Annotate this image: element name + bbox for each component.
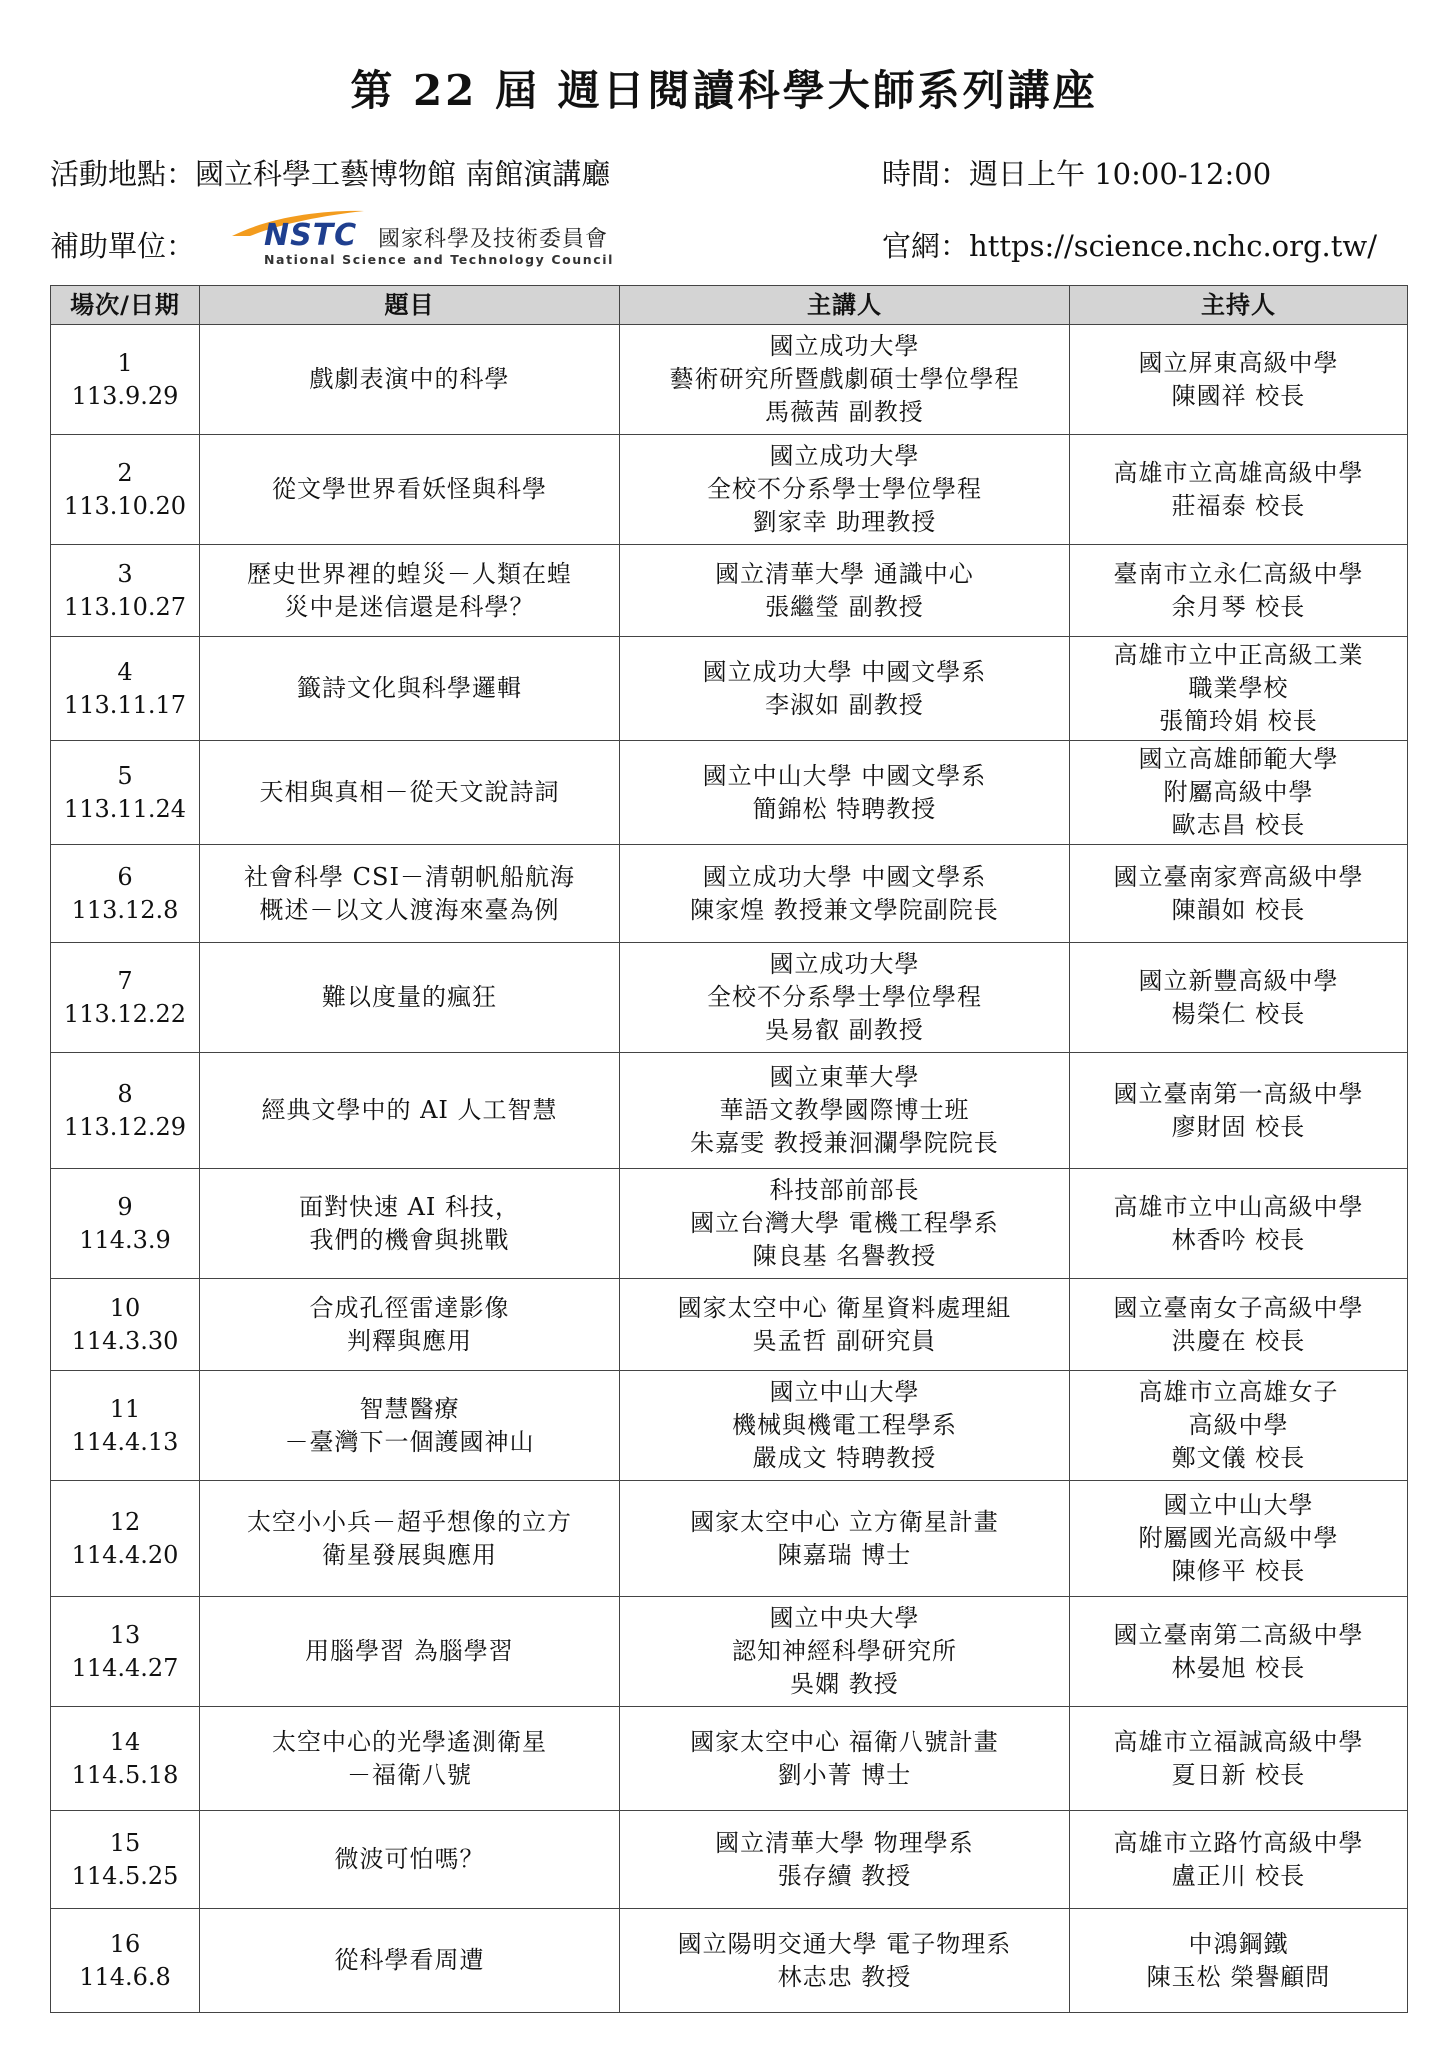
speaker-line: 國立成功大學 <box>769 950 920 978</box>
logo-english-name: National Science and Technology Council <box>264 252 615 267</box>
session-number: 10 <box>109 1293 141 1322</box>
session-cell <box>51 741 200 845</box>
speaker-line: 國家太空中心 福衛八號計畫 <box>690 1727 999 1756</box>
session-date: 113.12.8 <box>71 895 179 924</box>
topic-line: －福衛八號 <box>347 1760 472 1789</box>
speaker-cell <box>620 1481 1070 1597</box>
speaker-line: 國立成功大學 中國文學系 <box>702 657 987 686</box>
host-line: 職業學校 <box>1188 674 1289 702</box>
host-cell <box>1070 325 1408 435</box>
table-row <box>51 1169 1408 1279</box>
speaker-line: 國立中山大學 中國文學系 <box>702 761 987 790</box>
session-number: 13 <box>109 1620 141 1649</box>
host-cell <box>1070 1481 1408 1597</box>
host-line: 高雄市立福誠高級中學 <box>1113 1727 1364 1756</box>
speaker-cell <box>620 1053 1070 1169</box>
topic-cell <box>200 1481 620 1597</box>
speaker-line: 機械與機電工程學系 <box>732 1411 957 1439</box>
host-line: 附屬高級中學 <box>1163 778 1314 806</box>
host-line: 林晏旭 校長 <box>1171 1653 1306 1682</box>
session-date: 113.10.20 <box>63 491 187 520</box>
table-body <box>51 325 1408 2013</box>
session-date: 113.9.29 <box>71 381 179 410</box>
topic-cell <box>200 845 620 943</box>
host-line: 陳修平 校長 <box>1171 1557 1306 1585</box>
host-line: 臺南市立永仁高級中學 <box>1113 559 1364 588</box>
table-row <box>51 741 1408 845</box>
session-cell <box>51 1279 200 1371</box>
session-cell <box>51 637 200 741</box>
host-line: 高雄市立路竹高級中學 <box>1113 1828 1364 1857</box>
speaker-line: 國立台灣大學 電機工程學系 <box>690 1209 999 1237</box>
session-date: 113.12.22 <box>63 999 187 1028</box>
topic-cell <box>200 1909 620 2013</box>
session-number: 16 <box>109 1929 141 1958</box>
table-row <box>51 943 1408 1053</box>
topic-line: 微波可怕嗎？ <box>334 1845 485 1873</box>
session-date: 114.3.30 <box>71 1326 179 1355</box>
speaker-line: 李淑如 副教授 <box>765 690 924 719</box>
speaker-line: 嚴成文 特聘教授 <box>752 1444 937 1472</box>
speaker-line: 簡錦松 特聘教授 <box>752 794 937 823</box>
nstc-logo <box>228 208 638 270</box>
session-cell <box>51 1909 200 2013</box>
topic-line: 難以度量的瘋狂 <box>322 983 497 1011</box>
session-date: 114.6.8 <box>79 1962 171 1991</box>
host-line: 莊福泰 校長 <box>1171 491 1306 520</box>
speaker-cell <box>620 1371 1070 1481</box>
session-date: 114.4.13 <box>71 1427 179 1456</box>
host-cell <box>1070 1707 1408 1811</box>
table-header-row <box>51 286 1408 325</box>
topic-line: 概述－以文人渡海來臺為例 <box>259 895 560 924</box>
sponsor-label: 補助單位： <box>50 229 196 263</box>
session-number: 14 <box>109 1727 141 1756</box>
topic-line: 我們的機會與挑戰 <box>309 1225 510 1254</box>
venue-line <box>50 152 610 193</box>
host-line: 國立臺南第一高級中學 <box>1113 1079 1364 1108</box>
topic-line: 從文學世界看妖怪與科學 <box>272 475 547 503</box>
speaker-cell <box>620 1707 1070 1811</box>
speaker-cell <box>620 1909 1070 2013</box>
topic-line: 戲劇表演中的科學 <box>309 365 510 393</box>
topic-cell <box>200 1053 620 1169</box>
host-line: 陳韻如 校長 <box>1171 895 1306 924</box>
session-number: 6 <box>117 862 133 891</box>
header-topic: 題目 <box>200 286 620 325</box>
topic-line: 面對快速 AI 科技， <box>298 1192 521 1221</box>
session-number: 12 <box>109 1507 141 1536</box>
topic-line: －臺灣下一個護國神山 <box>284 1427 535 1456</box>
speaker-line: 全校不分系學士學位學程 <box>707 983 982 1011</box>
session-number: 2 <box>117 458 133 487</box>
host-cell <box>1070 741 1408 845</box>
speaker-cell <box>620 325 1070 435</box>
table-row <box>51 1279 1408 1371</box>
host-cell <box>1070 845 1408 943</box>
speaker-line: 華語文教學國際博士班 <box>719 1096 970 1124</box>
speaker-line: 朱嘉雯 教授兼洄瀾學院院長 <box>690 1129 999 1157</box>
topic-cell <box>200 1279 620 1371</box>
host-cell <box>1070 1811 1408 1909</box>
time-value: 週日上午 10:00-12:00 <box>969 157 1272 191</box>
host-cell <box>1070 435 1408 545</box>
table-row <box>51 1707 1408 1811</box>
session-cell <box>51 325 200 435</box>
website-label: 官網： <box>882 229 970 263</box>
topic-cell <box>200 325 620 435</box>
host-line: 歐志昌 校長 <box>1171 811 1306 839</box>
session-cell <box>51 1707 200 1811</box>
logo-chinese-name: 國家科學及技術委員會 <box>378 227 609 252</box>
topic-line: 天相與真相－從天文說詩詞 <box>259 778 560 806</box>
time-label: 時間： <box>882 157 970 191</box>
speaker-line: 馬薇茜 副教授 <box>765 398 924 426</box>
table-row <box>51 325 1408 435</box>
host-cell <box>1070 1169 1408 1279</box>
host-cell <box>1070 1053 1408 1169</box>
table-row <box>51 1811 1408 1909</box>
speaker-cell <box>620 1279 1070 1371</box>
speaker-line: 張存續 教授 <box>777 1861 912 1890</box>
session-date: 113.11.17 <box>63 690 187 719</box>
session-number: 11 <box>109 1394 141 1423</box>
host-line: 高雄市立中山高級中學 <box>1113 1192 1364 1221</box>
topic-line: 判釋與應用 <box>347 1326 472 1355</box>
host-line: 附屬國光高級中學 <box>1138 1524 1339 1552</box>
session-date: 113.12.29 <box>63 1112 187 1141</box>
topic-line: 智慧醫療 <box>359 1394 460 1423</box>
host-line: 盧正川 校長 <box>1171 1861 1306 1890</box>
speaker-line: 認知神經科學研究所 <box>732 1637 957 1665</box>
speaker-line: 吳嫻 教授 <box>790 1670 899 1698</box>
session-date: 114.4.27 <box>71 1653 179 1682</box>
host-cell <box>1070 545 1408 637</box>
topic-cell <box>200 435 620 545</box>
topic-line: 衛星發展與應用 <box>322 1540 497 1569</box>
host-cell <box>1070 1279 1408 1371</box>
speaker-cell <box>620 1597 1070 1707</box>
topic-line: 經典文學中的 AI 人工智慧 <box>261 1096 558 1124</box>
speaker-line: 國立成功大學 <box>769 442 920 470</box>
table-row <box>51 435 1408 545</box>
session-date: 114.5.25 <box>71 1861 179 1890</box>
speaker-line: 國立成功大學 中國文學系 <box>702 862 987 891</box>
host-line: 高雄市立高雄高級中學 <box>1113 458 1364 487</box>
speaker-line: 陳嘉瑞 博士 <box>777 1540 912 1569</box>
host-line: 國立屏東高級中學 <box>1138 348 1339 377</box>
topic-cell <box>200 1371 620 1481</box>
session-number: 8 <box>117 1079 133 1108</box>
host-line: 高雄市立高雄女子 <box>1138 1378 1339 1406</box>
session-cell <box>51 1169 200 1279</box>
table-row <box>51 1597 1408 1707</box>
speaker-line: 國立東華大學 <box>769 1063 920 1091</box>
topic-line: 歷史世界裡的蝗災－人類在蝗 <box>247 559 572 588</box>
topic-cell <box>200 1811 620 1909</box>
host-line: 國立中山大學 <box>1163 1491 1314 1519</box>
session-cell <box>51 1053 200 1169</box>
session-cell <box>51 1811 200 1909</box>
session-number: 7 <box>117 966 133 995</box>
speaker-cell <box>620 943 1070 1053</box>
page-title: 第 22 屆 週日閱讀科學大師系列講座 <box>350 66 1098 115</box>
speaker-line: 吳易叡 副教授 <box>765 1016 924 1044</box>
speaker-line: 劉家幸 助理教授 <box>752 508 937 536</box>
session-cell <box>51 845 200 943</box>
topic-line: 太空中心的光學遙測衛星 <box>272 1727 547 1756</box>
speaker-line: 林志忠 教授 <box>777 1962 912 1991</box>
session-cell <box>51 1481 200 1597</box>
session-date: 113.11.24 <box>63 794 187 823</box>
venue-value: 國立科學工藝博物館 南館演講廳 <box>195 157 611 191</box>
header-host: 主持人 <box>1070 286 1408 325</box>
topic-line: 籤詩文化與科學邏輯 <box>297 674 522 702</box>
session-cell <box>51 1371 200 1481</box>
topic-cell <box>200 1169 620 1279</box>
host-line: 廖財固 校長 <box>1171 1112 1306 1141</box>
topic-cell <box>200 545 620 637</box>
topic-line: 災中是迷信還是科學？ <box>284 592 535 621</box>
topic-line: 從科學看周遭 <box>334 1946 485 1974</box>
host-line: 陳玉松 榮譽顧問 <box>1146 1962 1331 1991</box>
topic-line: 用腦學習 為腦學習 <box>305 1637 514 1665</box>
speaker-cell <box>620 845 1070 943</box>
session-cell <box>51 435 200 545</box>
host-cell <box>1070 637 1408 741</box>
logo-abbr: NSTC <box>264 218 358 253</box>
host-line: 余月琴 校長 <box>1171 592 1306 621</box>
session-date: 114.5.18 <box>71 1760 179 1789</box>
speaker-line: 全校不分系學士學位學程 <box>707 475 982 503</box>
website-link[interactable]: https://science.nchc.org.tw/ <box>969 229 1378 263</box>
speaker-cell <box>620 1169 1070 1279</box>
session-date: 113.10.27 <box>63 592 187 621</box>
host-line: 中鴻鋼鐵 <box>1188 1929 1289 1958</box>
speaker-cell <box>620 435 1070 545</box>
host-line: 林香吟 校長 <box>1171 1225 1306 1254</box>
table-row <box>51 1371 1408 1481</box>
session-number: 5 <box>117 761 133 790</box>
host-line: 國立高雄師範大學 <box>1138 745 1339 773</box>
speaker-cell <box>620 545 1070 637</box>
session-date: 114.4.20 <box>71 1540 179 1569</box>
host-line: 國立臺南女子高級中學 <box>1113 1293 1364 1322</box>
speaker-line: 國立陽明交通大學 電子物理系 <box>677 1929 1012 1958</box>
session-cell <box>51 545 200 637</box>
host-line: 夏日新 校長 <box>1171 1760 1306 1789</box>
session-number: 15 <box>109 1828 141 1857</box>
host-line: 國立臺南家齊高級中學 <box>1113 862 1364 891</box>
speaker-line: 國立成功大學 <box>769 332 920 360</box>
session-number: 9 <box>117 1192 133 1221</box>
topic-line: 合成孔徑雷達影像 <box>309 1293 510 1322</box>
speaker-cell <box>620 1811 1070 1909</box>
speaker-line: 藝術研究所暨戲劇碩士學位學程 <box>669 365 1020 393</box>
speaker-cell <box>620 741 1070 845</box>
host-line: 張簡玲娟 校長 <box>1159 707 1318 735</box>
lecture-schedule-table <box>50 285 1408 2013</box>
speaker-line: 吳孟哲 副研究員 <box>752 1326 937 1355</box>
topic-line: 社會科學 CSI－清朝帆船航海 <box>244 862 575 891</box>
host-line: 陳國祥 校長 <box>1171 381 1306 410</box>
header-session-date: 場次/日期 <box>51 286 200 325</box>
speaker-line: 國家太空中心 衛星資料處理組 <box>677 1293 1012 1322</box>
speaker-cell <box>620 637 1070 741</box>
host-line: 國立臺南第二高級中學 <box>1113 1620 1364 1649</box>
topic-cell <box>200 741 620 845</box>
table-row <box>51 545 1408 637</box>
host-line: 高級中學 <box>1188 1411 1289 1439</box>
host-cell <box>1070 1371 1408 1481</box>
speaker-line: 張繼瑩 副教授 <box>765 592 924 621</box>
table-row <box>51 1909 1408 2013</box>
host-line: 國立新豐高級中學 <box>1138 966 1339 995</box>
topic-line: 太空小小兵－超乎想像的立方 <box>247 1507 572 1536</box>
header-speaker: 主講人 <box>620 286 1070 325</box>
session-cell <box>51 1597 200 1707</box>
speaker-line: 劉小菁 博士 <box>777 1760 912 1789</box>
host-line: 高雄市立中正高級工業 <box>1113 641 1364 669</box>
website-line <box>882 224 1377 265</box>
table-row <box>51 637 1408 741</box>
table-row <box>51 1481 1408 1597</box>
topic-cell <box>200 637 620 741</box>
table-row <box>51 845 1408 943</box>
table-row <box>51 1053 1408 1169</box>
host-cell <box>1070 943 1408 1053</box>
session-number: 3 <box>117 559 133 588</box>
venue-label: 活動地點： <box>50 157 196 191</box>
speaker-line: 國立清華大學 通識中心 <box>715 559 974 588</box>
host-cell <box>1070 1597 1408 1707</box>
session-number: 1 <box>117 348 133 377</box>
host-line: 鄭文儀 校長 <box>1171 1444 1306 1472</box>
session-number: 4 <box>117 657 133 686</box>
host-cell <box>1070 1909 1408 2013</box>
session-cell <box>51 943 200 1053</box>
speaker-line: 陳家煌 教授兼文學院副院長 <box>690 895 999 924</box>
host-line: 楊榮仁 校長 <box>1171 999 1306 1028</box>
speaker-line: 國立清華大學 物理學系 <box>715 1828 974 1857</box>
topic-cell <box>200 943 620 1053</box>
topic-cell <box>200 1597 620 1707</box>
speaker-line: 國立中央大學 <box>769 1604 920 1632</box>
speaker-line: 科技部前部長 <box>769 1176 920 1204</box>
speaker-line: 陳良基 名譽教授 <box>752 1242 937 1270</box>
host-line: 洪慶在 校長 <box>1171 1326 1306 1355</box>
topic-cell <box>200 1707 620 1811</box>
speaker-line: 國家太空中心 立方衛星計畫 <box>690 1507 999 1536</box>
time-line <box>882 152 1271 193</box>
speaker-line: 國立中山大學 <box>769 1378 920 1406</box>
session-date: 114.3.9 <box>79 1225 171 1254</box>
